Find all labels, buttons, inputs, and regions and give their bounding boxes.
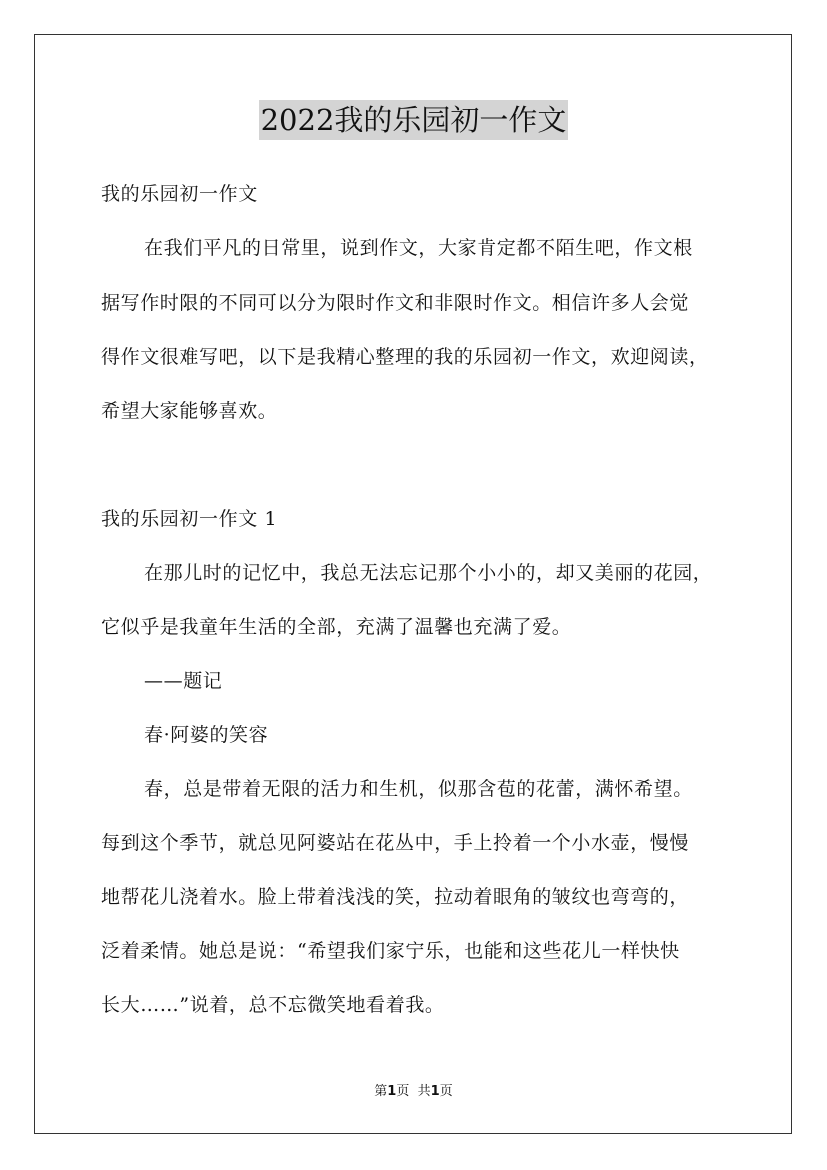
footer-page-number: 1 [387, 1084, 397, 1099]
page-footer [0, 1084, 827, 1100]
intro-line-2: 据写作时限的不同可以分为限时作文和非限时作文。相信许多人会觉 [101, 292, 690, 314]
spring-line-3: 地帮花儿浇着水。脸上带着浅浅的笑，拉动着眼角的皱纹也弯弯的， [101, 886, 690, 908]
document-title: 2022我的乐园初一作文 [259, 100, 569, 140]
intro-line-3: 得作文很难写吧，以下是我精心整理的我的乐园初一作文，欢迎阅读， [101, 346, 709, 368]
spring-line-1: 春，总是带着无限的活力和生机，似那含苞的花蕾，满怀希望。 [144, 778, 693, 800]
footer-total-prefix: 共 [417, 1084, 431, 1099]
spring-line-2: 每到这个季节，就总见阿婆站在花丛中，手上拎着一个小水壶，慢慢 [101, 832, 690, 854]
intro-line-1: 在我们平凡的日常里，说到作文，大家肯定都不陌生吧，作文根 [144, 237, 693, 259]
essay-heading: 我的乐园初一作文 1 [101, 508, 278, 530]
footer-page-prefix: 第 [374, 1084, 388, 1099]
section-heading: 春·阿婆的笑容 [144, 724, 269, 746]
epigraph: ——题记 [144, 670, 223, 692]
essay-p1-line-1: 在那儿时的记忆中，我总无法忘记那个小小的，却又美丽的花园， [144, 562, 713, 584]
essay-p1-line-2: 它似乎是我童年生活的全部，充满了温馨也充满了爱。 [101, 616, 572, 638]
intro-heading: 我的乐园初一作文 [101, 183, 258, 205]
footer-page-suffix: 页 [396, 1084, 410, 1099]
spring-line-5: 长大……”说着，总不忘微笑地看着我。 [101, 994, 445, 1016]
title-container [0, 100, 827, 140]
spring-line-4: 泛着柔情。她总是说：“希望我们家宁乐，也能和这些花儿一样快快 [101, 940, 680, 962]
footer-total-suffix: 页 [439, 1084, 453, 1099]
footer-total-pages: 1 [430, 1084, 440, 1099]
intro-line-4: 希望大家能够喜欢。 [101, 400, 278, 422]
